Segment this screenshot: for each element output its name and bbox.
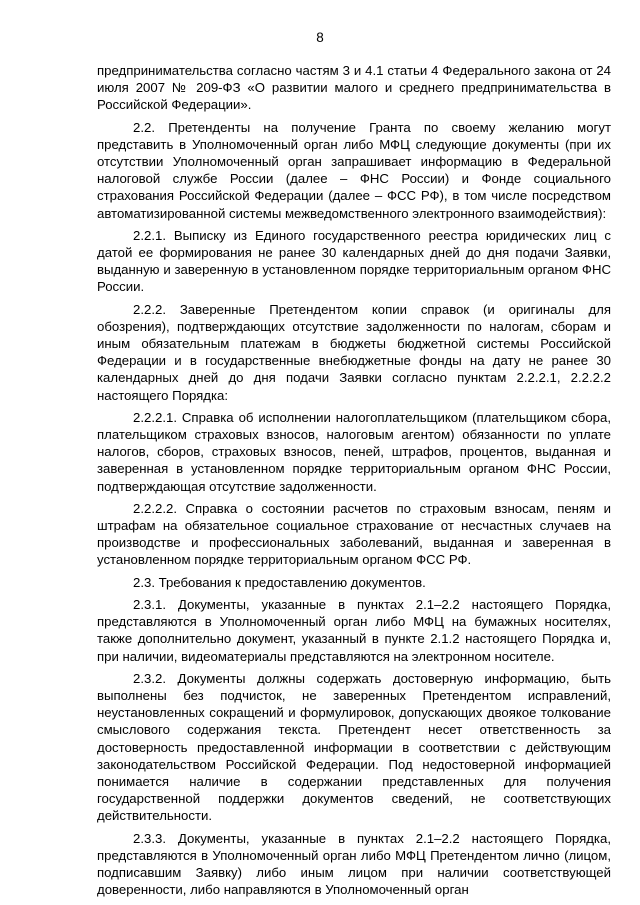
paragraph-2-3-1: 2.3.1. Документы, указанные в пунктах 2.1–2.2 настоящего Порядка, представляются в Уполномоченный орган либо МФЦ на бумажных носителях, также дополнительно документ, указанный в пункте 2.1.2 настоящего Порядка и, при наличии, видеоматериалы представляются на электронном носителе.	[97, 596, 611, 664]
paragraph-2-2: 2.2. Претенденты на получение Гранта по своему желанию могут представить в Уполномоченный орган либо МФЦ следующие документы (при их отсутствии Уполномоченный орган запрашивает информацию в Федеральной налоговой службе России (далее – ФНС России) и Фонде социального страхования Российской Федерации (далее – ФСС РФ), в том числе посредством автоматизированной системы межведомственного электронного взаимодействия):	[97, 119, 611, 221]
paragraph-2-3-2: 2.3.2. Документы должны содержать достоверную информацию, быть выполнены без подчисток, не заверенных Претендентом исправлений, неустановленных сокращений и формулировок, допускающих двоякое толкование смыслового содержания текста. Претендент несет ответственность за достоверность предоставленной информации в соответствии с действующим законодательством Российской Федерации. Под недостоверной информацией понимается наличие в содержании представленных для получения государственной поддержки документов сведений, не соответствующих действительности.	[97, 670, 611, 824]
paragraph-2-2-2-2: 2.2.2.2. Справка о состоянии расчетов по страховым взносам, пеням и штрафам на обязательное социальное страхование от несчастных случаев на производстве и профессиональных заболеваний, выданная и заверенная в установленном порядке территориальным органом ФСС РФ.	[97, 500, 611, 568]
paragraph-2-3-3: 2.3.3. Документы, указанные в пунктах 2.1–2.2 настоящего Порядка, представляются в Уполномоченный орган либо МФЦ Претендентом лично (лицом, подписавшим Заявку) либо иным лицом при наличии соответствующей доверенности, либо направляются в Уполномоченный орган	[97, 830, 611, 898]
paragraph-2-2-1: 2.2.1. Выписку из Единого государственного реестра юридических лиц с датой ее формирования не ранее 30 календарных дней до дня подачи Заявки, выданную и заверенную в установленном порядке территориальным органом ФНС России.	[97, 227, 611, 295]
paragraph-2-2-2: 2.2.2. Заверенные Претендентом копии справок (и оригиналы для обозрения), подтверждающих отсутствие задолженности по налогам, сборам и иным обязательным платежам в бюджеты бюджетной системы Российской Федерации и в государственные внебюджетные фонды на дату не ранее 30 календарных дней до дня подачи Заявки согласно пунктам 2.2.2.1, 2.2.2.2 настоящего Порядка:	[97, 301, 611, 403]
page-number: 8	[316, 30, 324, 45]
paragraph-continuation: предпринимательства согласно частям 3 и 4.1 статьи 4 Федерального закона от 24 июля 2007 № 209-ФЗ «О развитии малого и среднего предпринимательства в Российской Федерации».	[97, 63, 611, 113]
paragraph-2-2-2-1: 2.2.2.1. Справка об исполнении налогоплательщиком (плательщиком сбора, плательщиком страховых взносов, налоговым агентом) обязанности по уплате налогов, сборов, страховых взносов, пеней, штрафов, процентов, выданная и заверенная в установленном порядке территориальным органом ФНС России, подтверждающая отсутствие задолженности.	[97, 409, 611, 494]
paragraph-2-3: 2.3. Требования к предоставлению документов.	[133, 574, 426, 590]
document-body	[97, 62, 611, 903]
